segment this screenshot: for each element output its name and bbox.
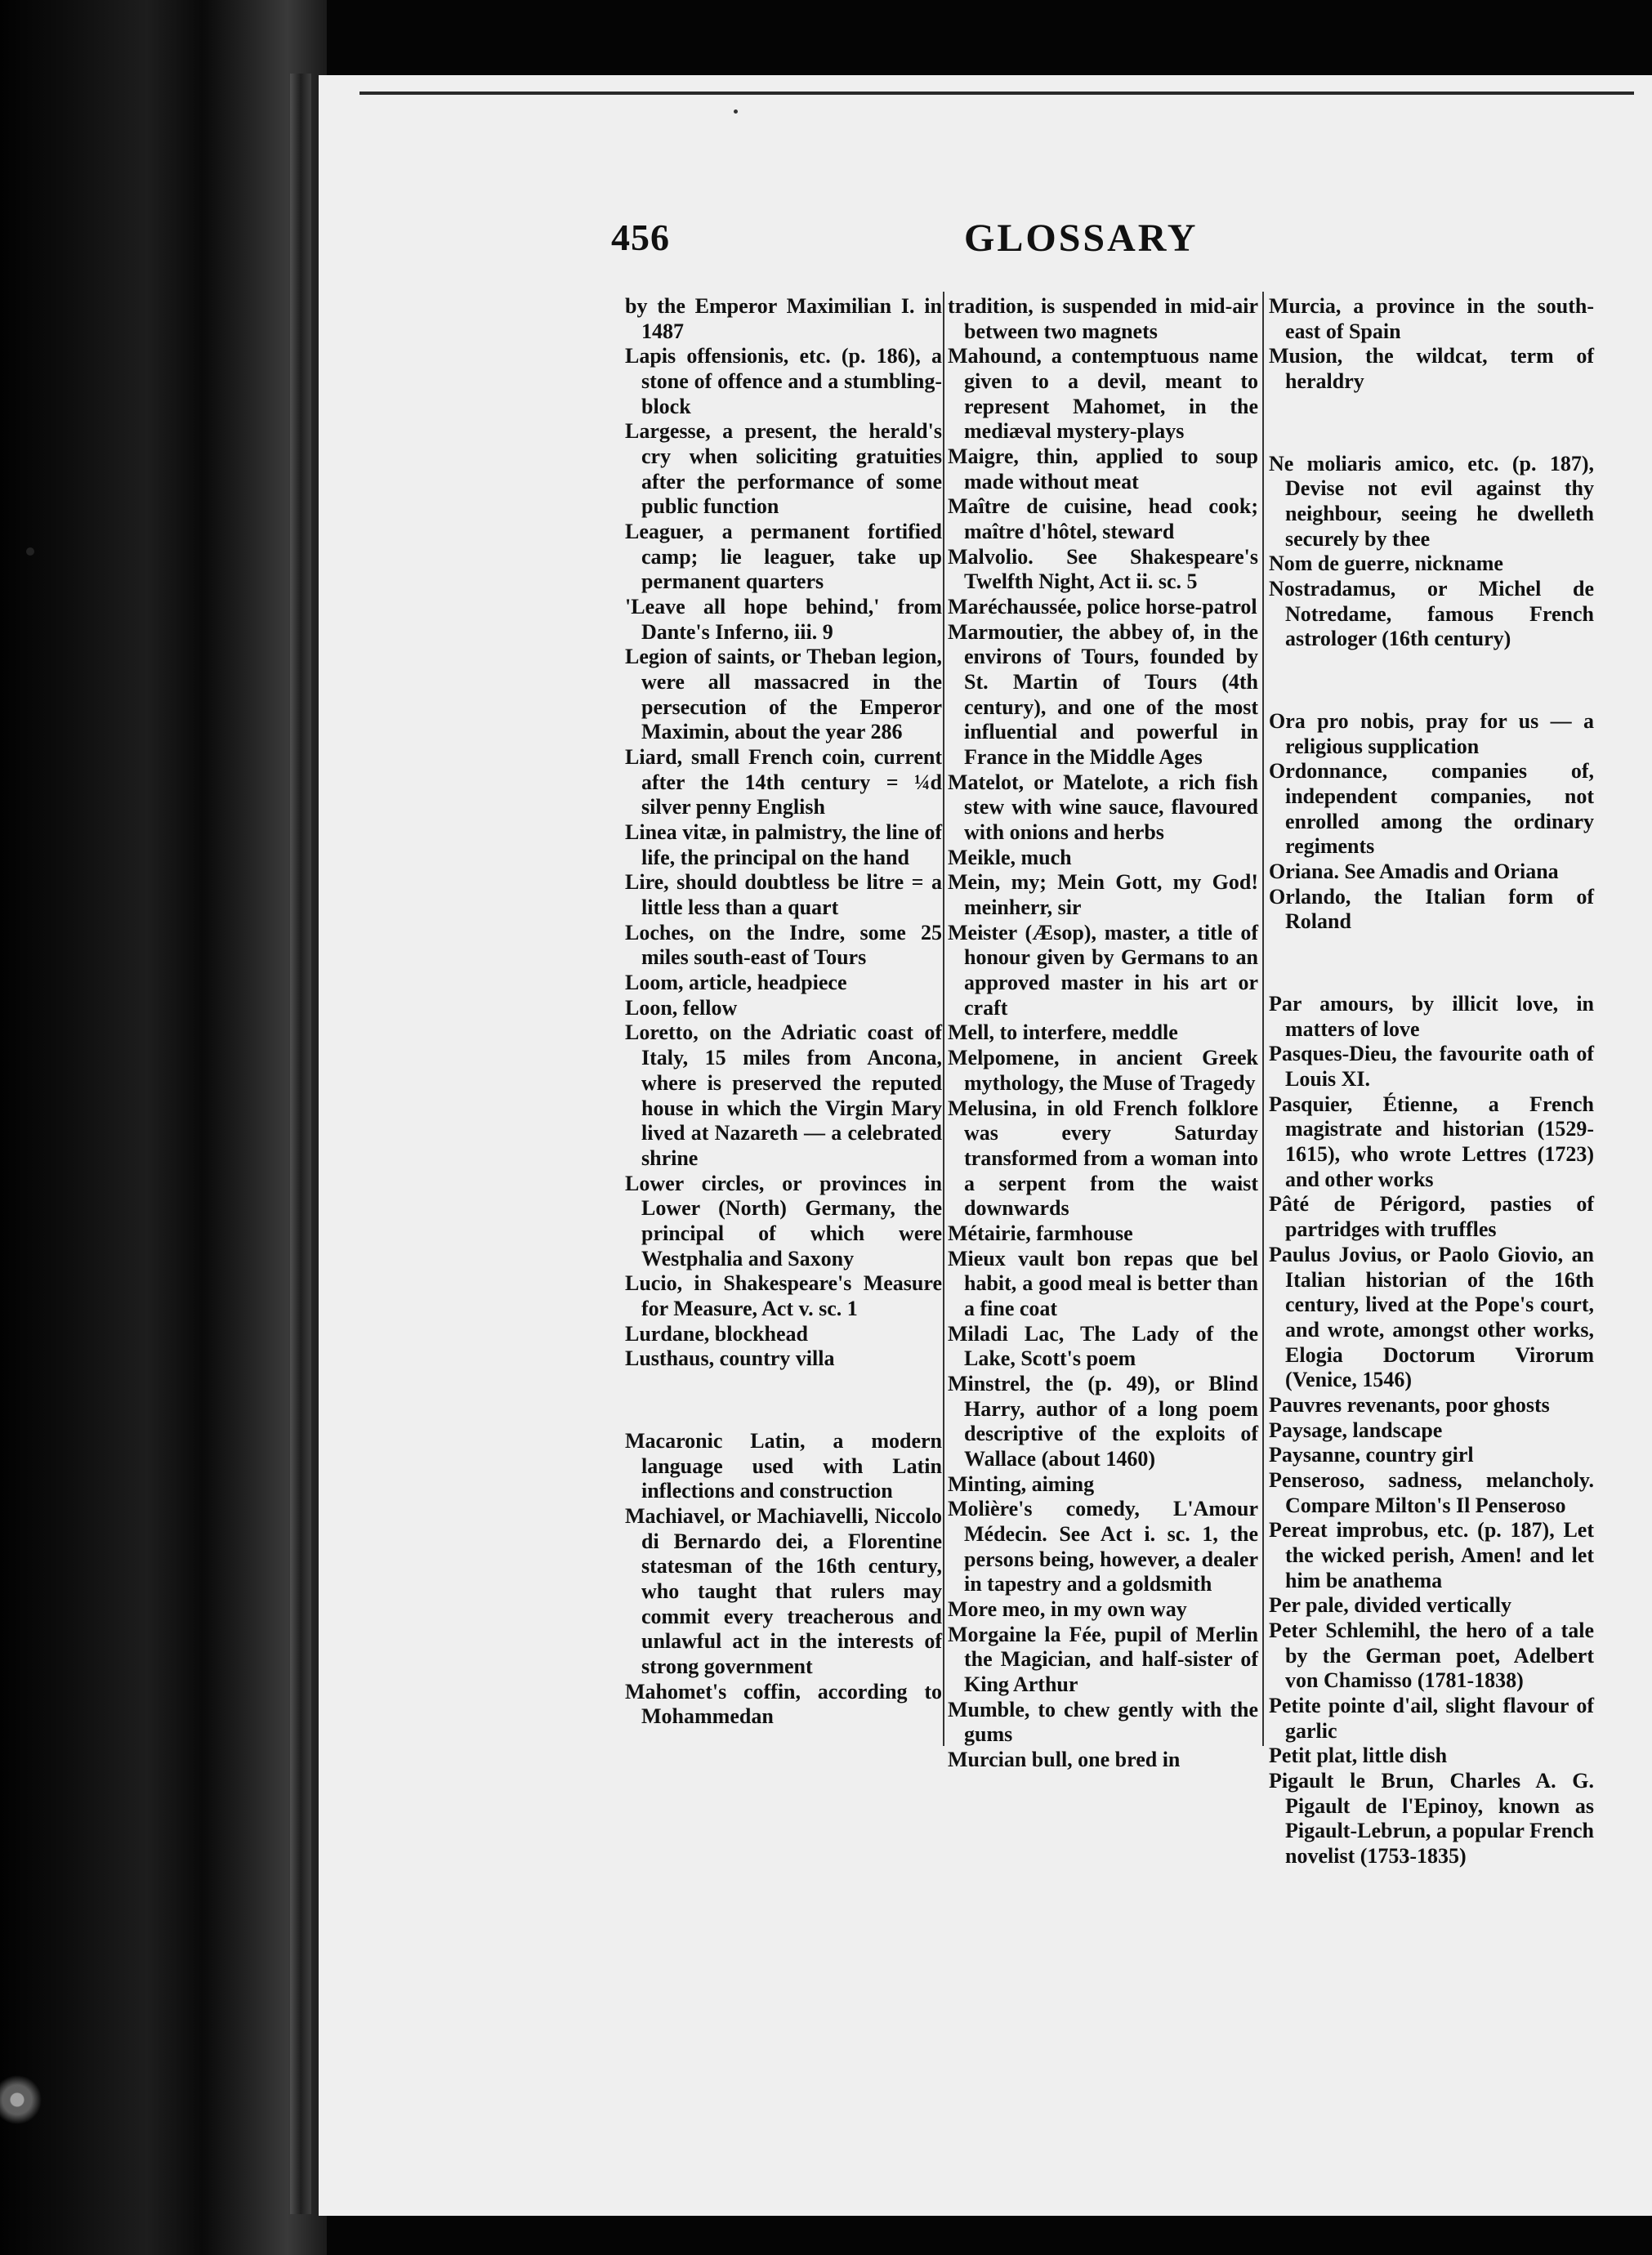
margin-mark <box>26 547 34 556</box>
glossary-entry: Peter Schlemihl, the hero of a tale by the German poet, Adelbert von Chamisso (1781-1838) <box>1269 1618 1594 1693</box>
glossary-entry: Ne moliaris amico, etc. (p. 187), Devise not evil against thy neighbour, seeing he dwelleth securely by thee <box>1269 451 1594 551</box>
glossary-entry: Paysanne, country girl <box>1269 1443 1474 1467</box>
glossary-entry: Lucio, in Shakespeare's Measure for Measure, Act v. sc. 1 <box>625 1271 942 1320</box>
glossary-entry: Mein, my; Mein Gott, my God! meinherr, sir <box>948 870 1258 920</box>
glossary-entry: Lusthaus, country villa <box>625 1346 835 1371</box>
glossary-entry: Lower circles, or provinces in Lower (North) Germany, the principal of which were Westphalia and Saxony <box>625 1171 942 1270</box>
glossary-entry: tradition, is suspended in mid-air between two magnets <box>948 294 1258 343</box>
book-page <box>319 75 1652 2216</box>
glossary-entry: Loon, fellow <box>625 995 738 1020</box>
section-gap <box>1269 416 1594 431</box>
section-gap <box>625 1393 942 1408</box>
glossary-entry: Ordonnance, companies of, independent companies, not enrolled among the ordinary regiments <box>1269 759 1594 859</box>
glossary-entry: Mahound, a contemptuous name given to a devil, meant to represent Mahomet, in the mediæval mystery-plays <box>948 344 1258 444</box>
glossary-entry: Mahomet's coffin, according to Mohammedan <box>625 1679 942 1729</box>
glossary-entry: Melusina, in old French folklore was every Saturday transformed from a woman into a serpent from the waist downwards <box>948 1096 1258 1221</box>
glossary-entry: Minstrel, the (p. 49), or Blind Harry, author of a long poem descriptive of the exploits of Wallace (about 1460) <box>948 1371 1258 1471</box>
section-gap <box>1269 956 1594 971</box>
glossary-entry: Murcia, a province in the south-east of Spain <box>1269 294 1594 343</box>
glossary-entry: Miladi Lac, The Lady of the Lake, Scott's poem <box>948 1321 1258 1371</box>
glossary-entry: Machiavel, or Machiavelli, Niccolo di Bernardo dei, a Florentine statesman of the 16th century, who taught that rulers may commit every treacherous and unlawful act in the interests of strong government <box>625 1503 942 1678</box>
page-number: 456 <box>611 217 670 258</box>
glossary-entry: Par amours, by illicit love, in matters of love <box>1269 992 1594 1041</box>
glossary-entry: Petit plat, little dish <box>1269 1744 1448 1768</box>
glossary-entry: by the Emperor Maximilian I. in 1487 <box>625 294 942 343</box>
glossary-entry: Nom de guerre, nickname <box>1269 551 1503 576</box>
page-title: GLOSSARY <box>964 217 1199 260</box>
glossary-entry: 'Leave all hope behind,' from Dante's Inferno, iii. 9 <box>625 595 942 644</box>
glossary-entry: Molière's comedy, L'Amour Médecin. See Act i. sc. 1, the persons being, however, a dealer in tapestry and a goldsmith <box>948 1497 1258 1596</box>
top-rule <box>359 92 1634 95</box>
section-gap <box>1269 673 1594 688</box>
spine-edge <box>290 74 311 2214</box>
glossary-entry: Mumble, to chew gently with the gums <box>948 1697 1258 1747</box>
glossary-entry: Pauvres revenants, poor ghosts <box>1269 1392 1550 1417</box>
glossary-entry: Penseroso, sadness, melancholy. Compare Milton's Il Penseroso <box>1269 1467 1594 1517</box>
glossary-entry: Liard, small French coin, current after the 14th century = ¼d silver penny English <box>625 745 942 819</box>
column-divider <box>1262 292 1264 1746</box>
glossary-entry: Melpomene, in ancient Greek mythology, the Muse of Tragedy <box>948 1046 1258 1095</box>
glossary-entry: Loches, on the Indre, some 25 miles south-east of Tours <box>625 920 942 970</box>
glossary-entry: Maréchaussée, police horse-patrol <box>948 595 1257 619</box>
glossary-entry: Nostradamus, or Michel de Notredame, famous French astrologer (16th century) <box>1269 577 1594 651</box>
glossary-entry: Paulus Jovius, or Paolo Giovio, an Italian historian of the 16th century, lived at the Pope's court, and wrote, amongst other works, Elogia Doctorum Virorum (Venice, 1546) <box>1269 1242 1594 1392</box>
glossary-entry: Pereat improbus, etc. (p. 187), Let the wicked perish, Amen! and let him be anathema <box>1269 1518 1594 1592</box>
glossary-entry: Macaronic Latin, a modern language used with Latin inflections and construction <box>625 1428 942 1503</box>
glossary-entry: Lapis offensionis, etc. (p. 186), a stone of offence and a stumbling-block <box>625 344 942 418</box>
glossary-entry: Legion of saints, or Theban legion, were all massacred in the persecution of the Emperor Maximin, about the year 286 <box>625 645 942 744</box>
glossary-column-3 <box>1269 294 1594 1869</box>
glossary-column-2 <box>948 294 1258 1773</box>
glossary-entry: Ora pro nobis, pray for us — a religious supplication <box>1269 709 1594 758</box>
glossary-entry: Maigre, thin, applied to soup made without meat <box>948 444 1258 493</box>
glossary-entry: Oriana. See Amadis and Oriana <box>1269 860 1559 884</box>
glossary-entry: Leaguer, a permanent fortified camp; lie leaguer, take up permanent quarters <box>625 520 942 594</box>
glossary-entry: Malvolio. See Shakespeare's Twelfth Night, Act ii. sc. 5 <box>948 544 1258 594</box>
glossary-entry: More meo, in my own way <box>948 1596 1187 1621</box>
glossary-entry: Morgaine la Fée, pupil of Merlin the Magician, and half-sister of King Arthur <box>948 1622 1258 1696</box>
glossary-entry: Pâté de Périgord, pasties of partridges with truffles <box>1269 1192 1594 1242</box>
glossary-entry: Métairie, farmhouse <box>948 1221 1133 1245</box>
glossary-entry: Musion, the wildcat, term of heraldry <box>1269 344 1594 394</box>
glossary-entry: Loretto, on the Adriatic coast of Italy, 15 miles from Ancona, where is preserved the reputed house in which the Virgin Mary lived at Nazareth — a celebrated shrine <box>625 1020 942 1170</box>
glossary-entry: Per pale, divided vertically <box>1269 1593 1512 1618</box>
glossary-entry: Maître de cuisine, head cook; maître d'hôtel, steward <box>948 494 1258 544</box>
glossary-entry: Loom, article, headpiece <box>625 971 847 995</box>
glossary-entry: Meikle, much <box>948 845 1072 869</box>
ink-dot <box>734 109 738 114</box>
glossary-entry: Linea vitæ, in palmistry, the line of life, the principal on the hand <box>625 820 942 869</box>
glossary-entry: Minting, aiming <box>948 1471 1095 1496</box>
glossary-entry: Orlando, the Italian form of Roland <box>1269 884 1594 934</box>
glossary-entry: Pasquier, Étienne, a French magistrate and historian (1529-1615), who wrote Lettres (1723) and other works <box>1269 1092 1594 1191</box>
scan-artifact <box>0 2051 57 2149</box>
glossary-entry: Mell, to interfere, meddle <box>948 1020 1178 1045</box>
book-spine <box>0 0 327 2255</box>
glossary-entry: Meister (Æsop), master, a title of honour given by Germans to an approved master in his art or craft <box>948 920 1258 1020</box>
glossary-entry: Lire, should doubtless be litre = a little less than a quart <box>625 870 942 920</box>
glossary-entry: Mieux vault bon repas que bel habit, a good meal is better than a fine coat <box>948 1246 1258 1320</box>
glossary-entry: Largesse, a present, the herald's cry when soliciting gratuities after the performance of some public function <box>625 419 942 519</box>
column-divider <box>943 292 944 1746</box>
glossary-entry: Petite pointe d'ail, slight flavour of garlic <box>1269 1693 1594 1743</box>
glossary-entry: Murcian bull, one bred in <box>948 1747 1181 1771</box>
glossary-entry: Pasques-Dieu, the favourite oath of Louis XI. <box>1269 1042 1594 1092</box>
glossary-column-1 <box>625 294 942 1730</box>
glossary-entry: Matelot, or Matelote, a rich fish stew with wine sauce, flavoured with onions and herbs <box>948 770 1258 845</box>
glossary-entry: Pigault le Brun, Charles A. G. Pigault de l'Epinoy, known as Pigault-Lebrun, a popular French novelist (1753-1835) <box>1269 1768 1594 1868</box>
glossary-entry: Paysage, landscape <box>1269 1418 1443 1442</box>
glossary-entry: Lurdane, blockhead <box>625 1321 808 1346</box>
glossary-entry: Marmoutier, the abbey of, in the environs of Tours, founded by St. Martin of Tours (4th century), and one of the most influential and powerful in France in the Middle Ages <box>948 619 1258 770</box>
